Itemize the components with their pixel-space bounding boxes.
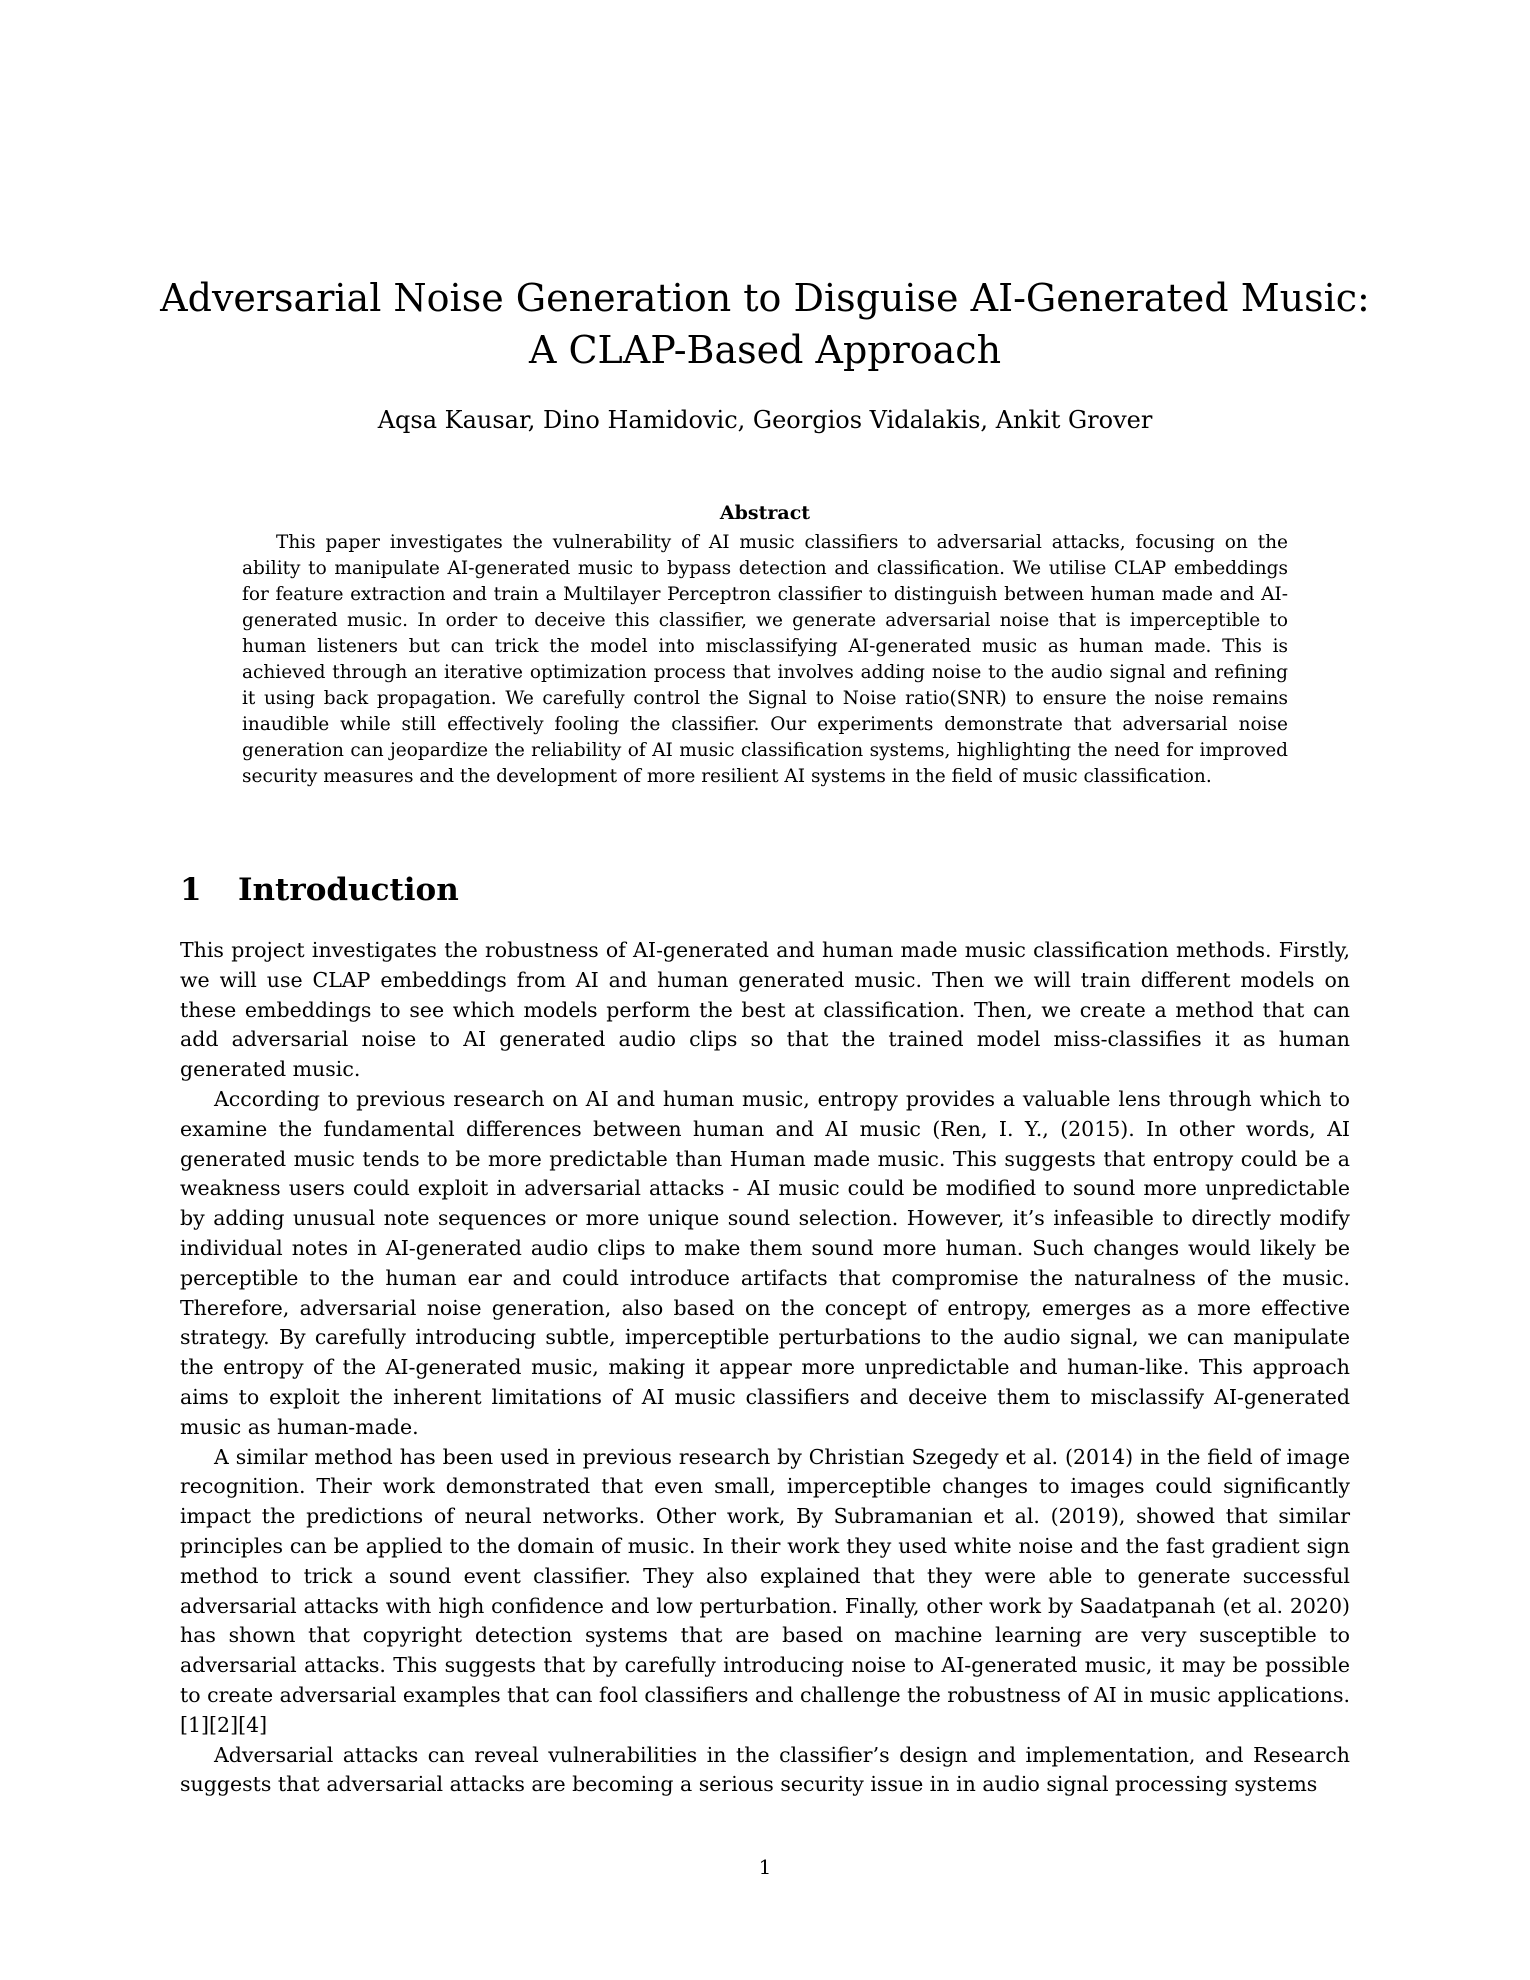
intro-paragraph: This project investigates the robustness of AI-generated and human made music classification methods. Firstly, we will use CLAP embeddings from AI and human generated music. Then we will train different models on these embeddings to see which models perform the best at classification. Then, we create a method that can add adversarial noise to AI generated audio clips so that the trained model miss-classifies it as human generated music. bbox=[180, 938, 1350, 1082]
section-title: Introduction bbox=[238, 872, 459, 908]
paper-authors: Aqsa Kausar, Dino Hamidovic, Georgios Vidalakis, Ankit Grover bbox=[377, 406, 1153, 434]
page-number: 1 bbox=[758, 1855, 772, 1879]
section-number: 1 bbox=[180, 872, 202, 908]
abstract-heading: Abstract bbox=[719, 502, 811, 524]
intro-paragraph: According to previous research on AI and human music, entropy provides a valuable lens through which to examine the fundamental differences between human and AI music (Ren, I. Y., (2015). In other words, AI generated music tends to be more predictable than Human made music. This suggests that entropy could be a weakness users could exploit in adversarial attacks - AI music could be modified to sound more unpredictable by adding unusual note sequences or more unique sound selection. However, it’s infeasible to directly modify individual notes in AI-generated audio clips to make them sound more human. Such changes would likely be perceptible to the human ear and could introduce artifacts that compromise the naturalness of the music. Therefore, adversarial noise generation, also based on the concept of entropy, emerges as a more effective strategy. By carefully introducing subtle, imperceptible perturbations to the audio signal, we can manipulate the entropy of the AI-generated music, making it appear more unpredictable and human-like. This approach aims to exploit the inherent limitations of AI music classifiers and deceive them to misclassify AI-generated music as human-made. bbox=[180, 1086, 1350, 1439]
paper-title: Adversarial Noise Generation to Disguise AI-Generated Music: A CLAP-Based Approach bbox=[160, 276, 1370, 372]
abstract-body: This paper investigates the vulnerability of AI music classifiers to adversarial attacks, focusing on the ability to manipulate AI-generated music to bypass detection and classification. We utilise CLAP embeddings for feature extraction and train a Multilayer Perceptron classifier to distinguish between human made and AI-generated music. In order to deceive this classifier, we generate adversarial noise that is imperceptible to human listeners but can trick the model into misclassifying AI-generated music as human made. This is achieved through an iterative optimization process that involves adding noise to the audio signal and refining it using back propagation. We carefully control the Signal to Noise ratio(SNR) to ensure the noise remains inaudible while still effectively fooling the classifier. Our experiments demonstrate that adversarial noise generation can jeopardize the reliability of AI music classification systems, highlighting the need for improved security measures and the development of more resilient AI systems in the field of music classification. bbox=[242, 532, 1288, 787]
introduction-body bbox=[180, 936, 1350, 1800]
section-heading-introduction bbox=[180, 870, 459, 910]
intro-paragraph: A similar method has been used in previous research by Christian Szegedy et al. (2014) in the field of image recognition. Their work demonstrated that even small, imperceptible changes to images could significantly impact the predictions of neural networks. Other work, By Subramanian et al. (2019), showed that similar principles can be applied to the domain of music. In their work they used white noise and the fast gradient sign method to trick a sound event classifier. They also explained that they were able to generate successful adversarial attacks with high confidence and low perturbation. Finally, other work by Saadatpanah (et al. 2020) has shown that copyright detection systems that are based on machine learning are very susceptible to adversarial attacks. This suggests that by carefully introducing noise to AI-generated music, it may be possible to create adversarial examples that can fool classifiers and challenge the robustness of AI in music applications.[1][2][4] bbox=[180, 1444, 1350, 1737]
intro-paragraph: Adversarial attacks can reveal vulnerabilities in the classifier’s design and implementation, and Research suggests that adversarial attacks are becoming a serious security issue in in audio signal processing systems bbox=[180, 1742, 1350, 1797]
